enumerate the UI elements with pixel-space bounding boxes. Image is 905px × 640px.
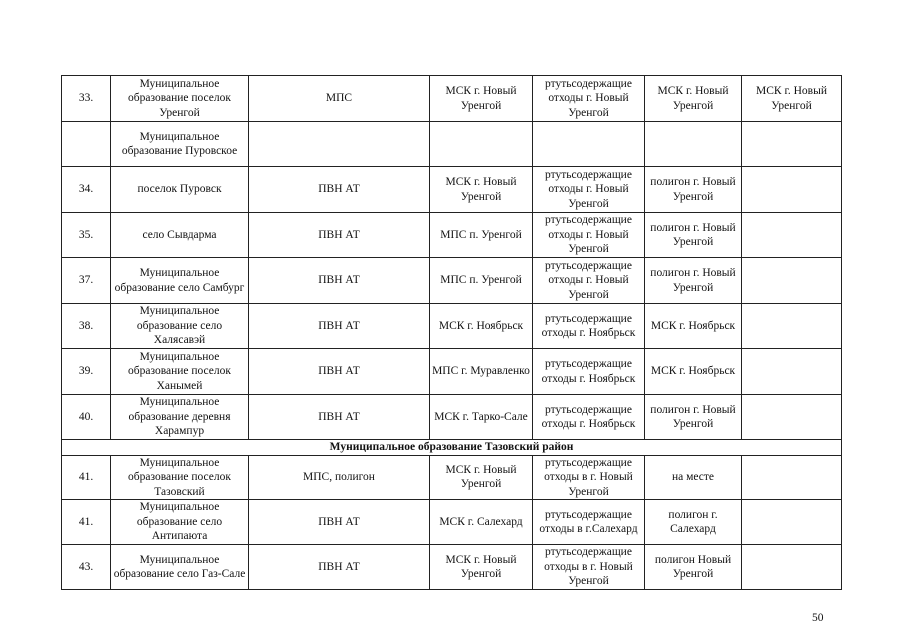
extra-destination (742, 455, 842, 500)
transport-destination: МПС п. Уренгой (430, 213, 533, 258)
mercury-waste-destination: ртутьсодержащие отходы г. Ноябрьск (533, 304, 645, 349)
mercury-waste-destination: ртутьсодержащие отходы в г.Салехард (533, 500, 645, 545)
page-number: 50 (812, 612, 824, 624)
table-row (62, 545, 842, 590)
collection-type: ПВН АТ (249, 500, 430, 545)
transport-destination (430, 122, 533, 167)
transport-destination: МСК г. Тарко-Сале (430, 395, 533, 440)
table-row (62, 76, 842, 122)
extra-destination (742, 167, 842, 213)
table-row (62, 167, 842, 213)
facilities-table (61, 75, 842, 590)
table-row (62, 395, 842, 440)
row-number: 35. (62, 213, 111, 258)
transport-destination: МСК г. Новый Уренгой (430, 167, 533, 213)
mercury-waste-destination: ртутьсодержащие отходы г. Ноябрьск (533, 395, 645, 440)
mercury-waste-destination: ртутьсодержащие отходы г. Новый Уренгой (533, 167, 645, 213)
disposal-site: полигон Новый Уренгой (645, 545, 742, 590)
disposal-site (645, 122, 742, 167)
settlement-name: Муниципальное образование село Антипаюта (111, 500, 249, 545)
collection-type: ПВН АТ (249, 545, 430, 590)
row-number: 40. (62, 395, 111, 440)
extra-destination: МСК г. Новый Уренгой (742, 76, 842, 122)
disposal-site: МСК г. Ноябрьск (645, 304, 742, 349)
settlement-name: Муниципальное образование село Самбург (111, 258, 249, 304)
disposal-site: полигон г. Салехард (645, 500, 742, 545)
settlement-name: поселок Пуровск (111, 167, 249, 213)
row-number: 37. (62, 258, 111, 304)
extra-destination (742, 545, 842, 590)
mercury-waste-destination: ртутьсодержащие отходы г. Новый Уренгой (533, 213, 645, 258)
row-number: 34. (62, 167, 111, 213)
settlement-name: село Сывдарма (111, 213, 249, 258)
disposal-site: МСК г. Новый Уренгой (645, 76, 742, 122)
section-title: Муниципальное образование Тазовский район (62, 440, 842, 456)
table-row (62, 122, 842, 167)
extra-destination (742, 349, 842, 395)
disposal-site: полигон г. Новый Уренгой (645, 167, 742, 213)
settlement-name: Муниципальное образование деревня Харампур (111, 395, 249, 440)
mercury-waste-destination (533, 122, 645, 167)
transport-destination: МСК г. Новый Уренгой (430, 76, 533, 122)
table-row (62, 500, 842, 545)
row-number: 38. (62, 304, 111, 349)
table-row (62, 349, 842, 395)
settlement-name: Муниципальное образование поселок Тазовский (111, 455, 249, 500)
disposal-site: на месте (645, 455, 742, 500)
collection-type: ПВН АТ (249, 304, 430, 349)
transport-destination: МСК г. Ноябрьск (430, 304, 533, 349)
transport-destination: МПС г. Муравленко (430, 349, 533, 395)
row-number: 43. (62, 545, 111, 590)
row-number: 41. (62, 500, 111, 545)
section-row (62, 440, 842, 456)
extra-destination (742, 500, 842, 545)
settlement-name: Муниципальное образование поселок Ханымей (111, 349, 249, 395)
disposal-site: полигон г. Новый Уренгой (645, 395, 742, 440)
row-number (62, 122, 111, 167)
mercury-waste-destination: ртутьсодержащие отходы г. Ноябрьск (533, 349, 645, 395)
collection-type (249, 122, 430, 167)
transport-destination: МПС п. Уренгой (430, 258, 533, 304)
extra-destination (742, 395, 842, 440)
collection-type: ПВН АТ (249, 167, 430, 213)
extra-destination (742, 258, 842, 304)
collection-type: ПВН АТ (249, 395, 430, 440)
collection-type: ПВН АТ (249, 258, 430, 304)
settlement-name: Муниципальное образование поселок Уренгой (111, 76, 249, 122)
transport-destination: МСК г. Новый Уренгой (430, 455, 533, 500)
table-row (62, 455, 842, 500)
disposal-site: полигон г. Новый Уренгой (645, 213, 742, 258)
row-number: 33. (62, 76, 111, 122)
collection-type: ПВН АТ (249, 213, 430, 258)
table-row (62, 304, 842, 349)
extra-destination (742, 122, 842, 167)
collection-type: МПС (249, 76, 430, 122)
disposal-site: МСК г. Ноябрьск (645, 349, 742, 395)
mercury-waste-destination: ртутьсодержащие отходы в г. Новый Уренгой (533, 545, 645, 590)
transport-destination: МСК г. Салехард (430, 500, 533, 545)
collection-type: ПВН АТ (249, 349, 430, 395)
mercury-waste-destination: ртутьсодержащие отходы г. Новый Уренгой (533, 76, 645, 122)
settlement-name: Муниципальное образование село Халясавэй (111, 304, 249, 349)
settlement-name: Муниципальное образование село Газ-Сале (111, 545, 249, 590)
collection-type: МПС, полигон (249, 455, 430, 500)
table-row (62, 258, 842, 304)
disposal-site: полигон г. Новый Уренгой (645, 258, 742, 304)
row-number: 41. (62, 455, 111, 500)
mercury-waste-destination: ртутьсодержащие отходы г. Новый Уренгой (533, 258, 645, 304)
settlement-name: Муниципальное образование Пуровское (111, 122, 249, 167)
table-row (62, 213, 842, 258)
extra-destination (742, 304, 842, 349)
row-number: 39. (62, 349, 111, 395)
extra-destination (742, 213, 842, 258)
transport-destination: МСК г. Новый Уренгой (430, 545, 533, 590)
mercury-waste-destination: ртутьсодержащие отходы в г. Новый Уренгой (533, 455, 645, 500)
